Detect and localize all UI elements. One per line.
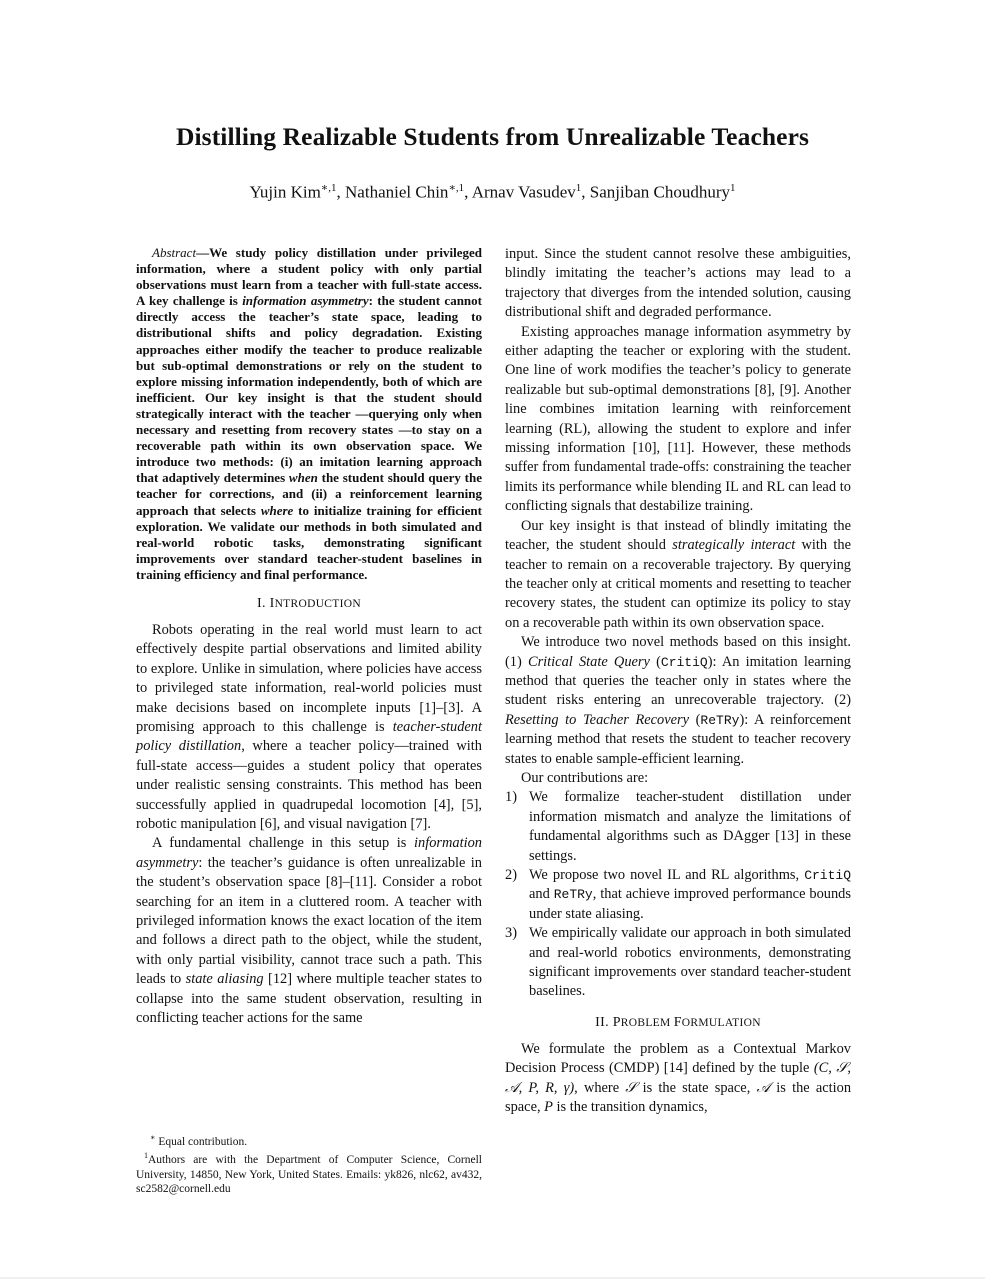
existing-approaches-paragraph: Existing approaches manage information asymmetry by either adapting the teacher or exploring with the student. One line of work modifies the teacher’s policy to generate realizable but sub-optimal demonstrations [8], [9]. Another line combines imitation learning with reinforcement learning (RL), allowing the student to explore and infer missing information [10], [11]. However, these methods suffer from fundamental trade-offs: constraining the teacher limits its performance while blending IL and RL can lead to conflicting signals that destabilize training. — [505, 323, 851, 515]
methods-paragraph: We introduce two novel methods based on this insight. (1) Critical State Query (CritiQ): An imitation learning method that queries the teacher only in states where the student risks entering an unrecoverable trajectory. (2) Resetting to Teacher Recovery (ReTRy): A reinforcement learning method that resets the student to teacher recovery states to enable sample-efficient learning. — [505, 634, 851, 767]
list-number: 1) — [505, 789, 517, 806]
list-item — [505, 924, 851, 1002]
math-symbol: P — [544, 1099, 553, 1116]
paragraph-emphasis: information asymmetry — [136, 835, 482, 871]
author-name: Yujin Kim — [249, 182, 321, 202]
formulation-paragraph — [505, 1040, 851, 1118]
author-name: Arnav Vasudev — [471, 182, 576, 202]
method-code: ReTRy — [553, 887, 593, 903]
list-number: 2) — [505, 867, 517, 883]
abstract — [136, 245, 482, 583]
footnote-affiliation — [136, 1149, 482, 1197]
footnote-text: Equal contribution. — [155, 1135, 248, 1148]
abstract-emphasis: when — [288, 470, 318, 486]
paragraph-emphasis: state aliasing — [185, 971, 264, 988]
abstract-text: We study policy distillation under privileged information, where a student policy with only partial observations must learn from a teacher with full-state access. A key challenge is — [136, 245, 482, 309]
author-name: Sanjiban Choudhury — [589, 182, 731, 202]
author-affiliation-mark: ∗,1 — [448, 182, 465, 194]
author-affiliation-mark: 1 — [730, 182, 736, 194]
paper-title: Distilling Realizable Students from Unrealizable Teachers — [175, 122, 810, 151]
section-heading-introduction — [136, 596, 482, 612]
list-item — [505, 788, 851, 866]
math-symbol: 𝒜 — [756, 1079, 771, 1096]
author-separator: , — [464, 182, 472, 202]
paragraph-text: [12] where multiple teacher states to collapse into the same student observation, resulting in conflicting teacher actions for the same — [136, 971, 482, 1027]
method-name: Resetting to Teacher Recovery — [505, 711, 689, 728]
footnote-equal-contribution — [136, 1131, 482, 1149]
key-insight-paragraph — [505, 517, 851, 633]
author-separator: , — [581, 182, 590, 202]
method-code: CritiQ — [804, 868, 851, 883]
paragraph-emphasis: strategically interact — [672, 537, 796, 554]
continued-paragraph: input. Since the student cannot resolve these ambiguities, blindly imitating the teacher’s actions may lead to a trajectory that diverges from the intended solution, causing distributional shift and degraded performance. — [505, 246, 851, 321]
footnote-mark: 1 — [144, 1151, 148, 1161]
paragraph-text: with the teacher to remain on a recoverable trajectory. By querying the teacher only at critical moments and resetting to teacher recovery states, the student can optimize its policy to stay on a recoverable path within its own observation space. — [505, 537, 851, 631]
section-title-initial: P — [612, 1014, 621, 1030]
paragraph-text: We introduce two novel methods based on this insight. (1) — [505, 634, 851, 670]
author-affiliation-mark: 1 — [575, 182, 582, 194]
intro-paragraph — [136, 621, 482, 834]
abstract-dash: — — [196, 245, 210, 260]
list-item-text: We formalize teacher-student distillation under information mismatch and analyze the limitations of fundamental algorithms such as DAgger [13] in these settings. — [529, 789, 851, 864]
abstract-text: the student should query the teacher for corrections, and (ii) a reinforcement learning approach that selects — [136, 470, 482, 518]
paragraph-text: : the teacher’s guidance is often unrealizable in the student’s observation space [8]–[11]. Consider a robot searching for an item in a cluttered room. A teacher with privileged information knows the exact location of the item and follows a direct path to the object, while the student, with only partial visibility, cannot trace such a path. This leads to — [136, 854, 482, 988]
right-column — [505, 245, 851, 1117]
contributions-list — [505, 788, 851, 1001]
author-affiliation-mark: ∗,1 — [320, 182, 337, 194]
intro-paragraph — [136, 834, 482, 1028]
paragraph-text: is the state space, — [636, 1079, 757, 1096]
footnote-mark: ∗ — [150, 1133, 156, 1142]
section-number: II. — [595, 1014, 613, 1030]
math-symbol: 𝒮 — [625, 1079, 637, 1096]
section-heading-problem-formulation — [505, 1015, 851, 1031]
list-item-text: We propose two novel IL and RL algorithms, — [529, 867, 805, 883]
section-title-rest: ORMULATION — [681, 1016, 761, 1029]
contributions-lead: Our contributions are: — [521, 769, 649, 786]
paragraph-text: ): An imitation learning method that queries the teacher only in states where the student risks entering an unrecoverable trajectory. (2) — [505, 653, 851, 709]
section-title-rest: NTRODUCTION — [274, 597, 361, 610]
paragraph-text: Robots operating in the real world must learn to act effectively despite partial observations and limited ability to explore. Unlike in simulation, where policies have access to privileged state information, real-world policies must make decisions based on incomplete inputs [1]–[3]. A promising approach to this challenge is — [136, 621, 482, 735]
paragraph-text: Our key insight is that instead of blindly imitating the teacher, the student should — [505, 517, 851, 554]
paragraph-emphasis: teacher-student policy distillation — [136, 719, 482, 755]
method-code: ReTRy — [700, 712, 740, 728]
paragraph-text: ): A reinforcement learning method that resets the student to teacher recovery states to enable sample-efficient learning. — [505, 711, 851, 767]
abstract-label: Abstract — [152, 245, 197, 260]
paragraph-text: , where — [574, 1079, 626, 1096]
method-name: Critical State Query — [527, 653, 650, 670]
abstract-emphasis: information asymmetry — [242, 293, 369, 309]
section-title-rest: ROBLEM — [620, 1016, 674, 1029]
footnote-text: Authors are with the Department of Computer Science, Cornell University, 14850, New York, United States. Emails: yk826, nlc62, av432, sc2582@cornell.edu — [136, 1154, 482, 1196]
author-name: Nathaniel Chin — [345, 182, 449, 202]
abstract-emphasis: where — [260, 502, 294, 518]
author-list — [0, 181, 985, 203]
paragraph-text: is the action space, — [505, 1079, 852, 1116]
section-number: I. — [257, 595, 270, 611]
section-title-initial: I — [269, 595, 275, 611]
math-tuple: (C, 𝒮, 𝒜, P, R, γ) — [505, 1060, 851, 1096]
list-item-text: and — [529, 886, 554, 903]
abstract-text: to initialize training for efficient exploration. We validate our methods in both simulated and real-world robotic tasks, demonstrating significant improvements over standard teacher-student baselines in training efficiency and final performance. — [136, 502, 482, 582]
list-item-text: We empirically validate our approach in both simulated and real-world robotics environments, demonstrating significant improvements over standard teacher-student baselines. — [529, 925, 851, 1000]
paragraph-text: , where a teacher policy—trained with full-state access—guides a student policy that operates under realistic sensing constraints. This method has been successfully applied in quadrupedal locomotion [4], [5], robotic manipulation [6], and visual navigation [7]. — [136, 738, 482, 833]
author-separator: , — [336, 182, 346, 202]
left-column — [136, 245, 482, 1029]
paragraph-text: is the transition dynamics, — [552, 1099, 708, 1116]
method-code: CritiQ — [660, 654, 708, 670]
list-number: 3) — [505, 925, 517, 942]
paragraph-text: A fundamental challenge in this setup is — [152, 835, 415, 852]
list-item — [505, 866, 851, 924]
section-title-initial: F — [673, 1014, 682, 1030]
footnotes — [136, 1131, 482, 1197]
paragraph-text: We formulate the problem as a Contextual Markov Decision Process (CMDP) [14] defined by the tuple — [505, 1040, 851, 1077]
list-item-text: , that achieve improved performance bounds under state aliasing. — [529, 886, 851, 922]
abstract-text: : the student cannot directly access the teacher’s state space, leading to distributional shifts and policy degradation. Existing approaches either modify the teacher to produce realizable but sub-optimal demonstrations or rely on the student to explore missing information independently, both of which are inefficient. Our key insight is that the student should strategically interact with the teacher —querying only when necessary and resetting from recovery states —to stay on a recoverable path within its own observation space. We introduce two methods: (i) an imitation learning approach that adaptively determines — [136, 293, 482, 486]
